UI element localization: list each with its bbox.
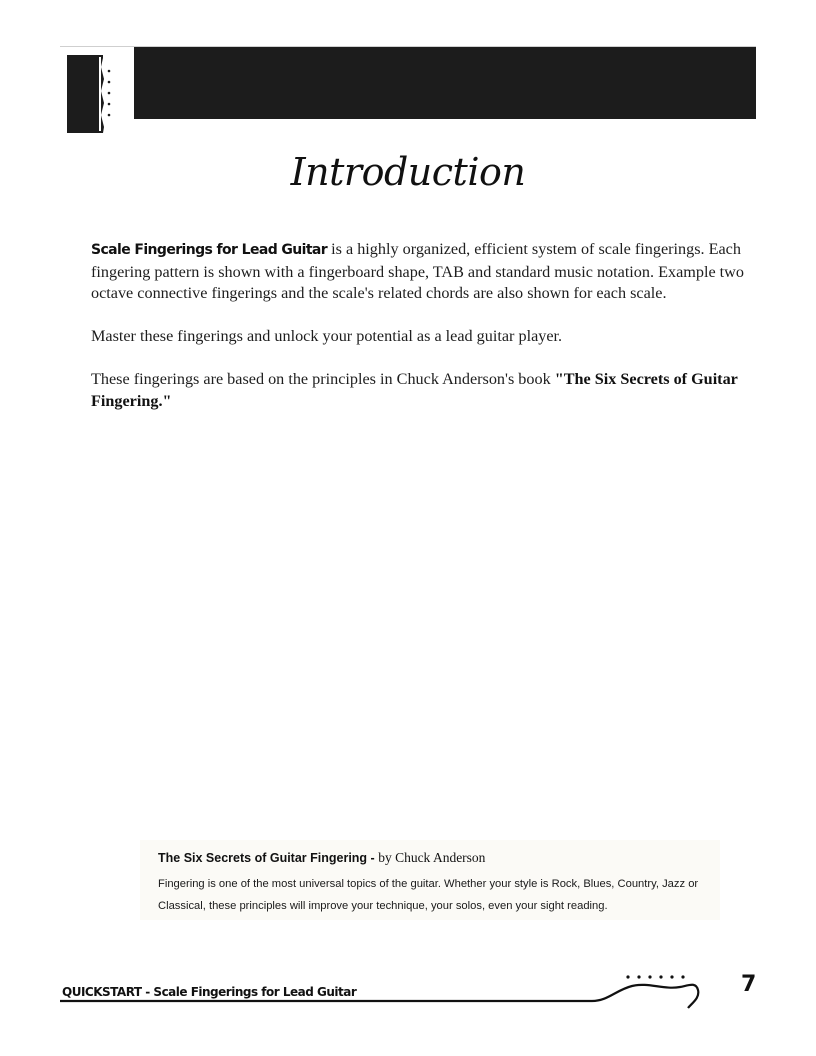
header-bar (134, 47, 756, 119)
callout-body: Fingering is one of the most universal topics of the guitar. Whether your style is Rock, Blues, Country, Jazz or Classical, these principles will improve your technique, your solos, even your sight reading. (158, 878, 699, 912)
intro-paragraph-1-text: is a highly organized, efficient system of scale fingerings. Each fingering pattern is shown with a fingerboard shape, TAB and standard music notation. Example two octave connective fingerings and the scale's related chords are also shown for each scale. (91, 240, 744, 302)
callout-heading (158, 850, 485, 866)
page-number: 7 (741, 972, 757, 997)
intro-paragraph-1 (91, 239, 751, 305)
page-title: Introduction (290, 150, 526, 194)
intro-paragraph-2: Master these fingerings and unlock your potential as a lead guitar player. (91, 327, 563, 345)
book-title: "The Six Secrets of Guitar Fingering." (91, 370, 738, 410)
footer-running-title: QUICKSTART - Scale Fingerings for Lead Guitar (62, 985, 357, 999)
callout-author: by Chuck Anderson (378, 850, 486, 865)
callout-title: The Six Secrets of Guitar Fingering - (158, 851, 379, 865)
intro-lead-title: Scale Fingerings for Lead Guitar (91, 242, 328, 258)
intro-paragraph-3 (91, 369, 751, 412)
intro-paragraph-3-text: These fingerings are based on the principles in Chuck Anderson's book (91, 370, 555, 388)
intro-text (91, 239, 751, 434)
book-callout (140, 840, 720, 920)
guitar-neck-logo-icon (67, 55, 129, 133)
